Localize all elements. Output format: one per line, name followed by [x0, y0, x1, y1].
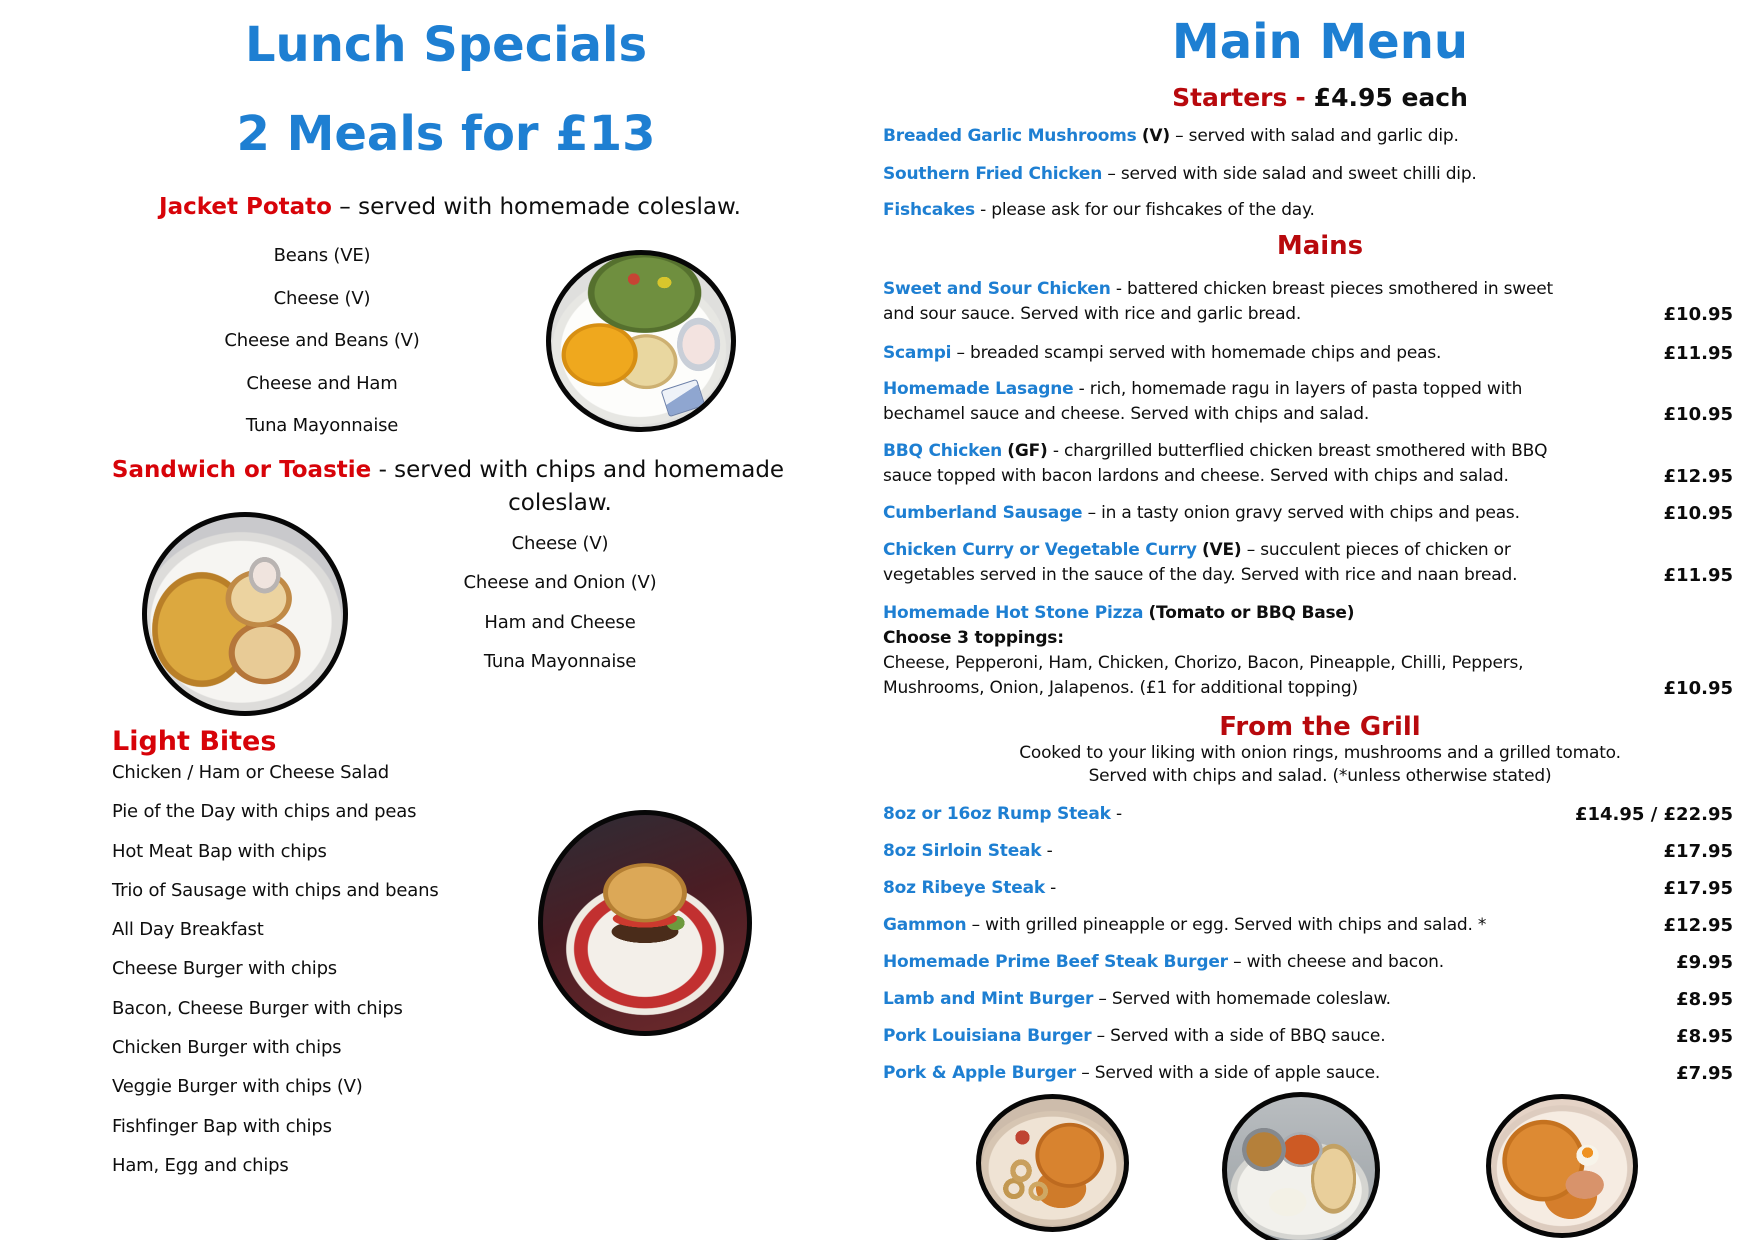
jacket-potato-heading-line	[30, 194, 870, 220]
lunch-specials-offer: 2 Meals for £13	[236, 106, 656, 162]
item-name: Homemade Hot Stone Pizza	[883, 603, 1144, 623]
pizza-toppings: Cheese, Pepperoni, Ham, Chicken, Chorizo, Bacon, Pineapple, Chilli, Peppers,	[883, 653, 1524, 673]
list-item: Hot Meat Bap with chips	[112, 840, 327, 862]
item-desc: – served with salad and garlic dip.	[1175, 126, 1459, 146]
grill-intro-line1: Cooked to your liking with onion rings, mushrooms and a grilled tomato.	[1019, 743, 1621, 763]
item-name: 8oz or 16oz Rump Steak	[883, 804, 1111, 824]
menu-item-starter	[883, 162, 1733, 187]
item-desc: – with cheese and bacon.	[1233, 952, 1444, 972]
menu-item-main	[883, 439, 1733, 489]
butter-packet	[661, 378, 706, 416]
jacket-potato-heading: Jacket Potato	[159, 194, 332, 220]
menu-item-grill	[883, 1024, 1733, 1049]
item-name: Scampi	[883, 343, 952, 363]
item-desc: sauce topped with bacon lardons and cheese. Served with chips and salad.	[883, 466, 1509, 486]
list-item: Cheese (V)	[511, 533, 609, 554]
item-price: £10.95	[1663, 503, 1733, 524]
light-bites-heading: Light Bites	[112, 726, 277, 757]
pizza-base-note: (Tomato or BBQ Base)	[1148, 603, 1355, 623]
pizza-choose-note: Choose 3 toppings:	[883, 628, 1064, 648]
item-desc: -	[1050, 878, 1057, 898]
item-name: Cumberland Sausage	[883, 503, 1083, 523]
item-name: Chicken Curry or Vegetable Curry	[883, 540, 1197, 560]
item-desc: - battered chicken breast pieces smothered in sweet	[1115, 279, 1553, 299]
list-item: Beans (VE)	[273, 245, 371, 266]
list-item: Fishfinger Bap with chips	[112, 1115, 332, 1137]
menu-item-grill	[883, 876, 1733, 901]
starters-heading: Starters	[1172, 83, 1288, 112]
item-price: £14.95 / £22.95	[1574, 804, 1733, 825]
list-item: Cheese (V)	[273, 287, 371, 309]
item-name: Pork & Apple Burger	[883, 1063, 1076, 1083]
item-price: £10.95	[1663, 304, 1733, 325]
item-price: £11.95	[1663, 343, 1733, 364]
list-item: Cheese Burger with chips	[112, 958, 337, 980]
item-price: £12.95	[1663, 915, 1733, 936]
menu-item-grill	[883, 802, 1733, 827]
pizza-toppings: Mushrooms, Onion, Jalapenos. (£1 for additional topping)	[883, 678, 1358, 698]
item-name: Homemade Prime Beef Steak Burger	[883, 952, 1228, 972]
menu-item-grill	[883, 987, 1733, 1012]
menu-item-starter	[883, 124, 1733, 149]
lunch-specials-title: Lunch Specials	[244, 17, 648, 73]
light-bites-list	[112, 753, 572, 1185]
diet-badge: (GF)	[1007, 441, 1048, 461]
item-name: 8oz Ribeye Steak	[883, 878, 1045, 898]
item-desc: bechamel sauce and cheese. Served with chips and salad.	[883, 404, 1370, 424]
jacket-potato-plate-photo	[546, 250, 736, 432]
main-menu-title: Main Menu	[1171, 14, 1469, 70]
list-item: Pie of the Day with chips and peas	[112, 801, 417, 823]
item-price: £17.95	[1663, 841, 1733, 862]
item-desc: -	[1115, 804, 1122, 824]
list-item: Bacon, Cheese Burger with chips	[112, 997, 403, 1019]
diet-badge: (VE)	[1201, 540, 1242, 560]
grill-intro	[890, 742, 1750, 788]
sandwich-heading-line	[28, 457, 868, 483]
list-item: Chicken Burger with chips	[112, 1037, 342, 1059]
burger-photo	[538, 810, 752, 1036]
item-desc: - chargrilled butterflied chicken breast smothered with BBQ	[1052, 441, 1548, 461]
item-desc: – in a tasty onion gravy served with chips and peas.	[1087, 503, 1520, 523]
item-price: £17.95	[1663, 878, 1733, 899]
item-price: £10.95	[1663, 678, 1733, 699]
menu-item-grill	[883, 950, 1733, 975]
item-name: 8oz Sirloin Steak	[883, 841, 1042, 861]
item-name: BBQ Chicken	[883, 441, 1003, 461]
list-item: Cheese and Onion (V)	[463, 572, 657, 594]
item-price: £12.95	[1663, 466, 1733, 487]
item-desc: – succulent pieces of chicken or	[1246, 540, 1511, 560]
list-item: Tuna Mayonnaise	[483, 650, 637, 672]
list-item: Trio of Sausage with chips and beans	[112, 879, 439, 901]
menu-item-main	[883, 501, 1733, 526]
grill-heading: From the Grill	[1219, 712, 1421, 742]
item-desc: – Served with a side of apple sauce.	[1081, 1063, 1381, 1083]
sandwich-heading: Sandwich or Toastie	[111, 457, 372, 483]
item-desc: – Served with homemade coleslaw.	[1098, 989, 1391, 1009]
item-name: Homemade Lasagne	[883, 379, 1074, 399]
sandwich-options	[310, 524, 810, 681]
item-price: £11.95	[1663, 565, 1733, 586]
starters-price-note: £4.95 each	[1313, 83, 1468, 112]
item-price: £9.95	[1676, 952, 1733, 973]
item-price: £8.95	[1676, 1026, 1733, 1047]
item-name: Gammon	[883, 915, 967, 935]
starters-heading-line	[890, 83, 1750, 112]
list-item: Chicken / Ham or Cheese Salad	[112, 762, 390, 783]
item-desc: -	[1046, 841, 1053, 861]
item-price: £8.95	[1676, 989, 1733, 1010]
item-desc: – with grilled pineapple or egg. Served with chips and salad. *	[971, 915, 1487, 935]
list-item: Tuna Mayonnaise	[245, 415, 399, 436]
menu-item-main	[883, 377, 1733, 427]
list-item: Veggie Burger with chips (V)	[112, 1076, 363, 1098]
item-name: Southern Fried Chicken	[883, 164, 1103, 184]
toastie-and-chips-photo	[142, 512, 348, 716]
onion-rings-and-chips-photo	[976, 1094, 1129, 1232]
menu-item-grill	[883, 1061, 1733, 1086]
item-desc: – served with side salad and sweet chilli dip.	[1107, 164, 1477, 184]
sandwich-heading-desc: - served with chips and homemade	[378, 457, 785, 483]
item-price: £10.95	[1663, 404, 1733, 425]
item-desc: – Served with a side of BBQ sauce.	[1096, 1026, 1386, 1046]
menu-item-grill	[883, 913, 1733, 938]
item-name: Pork Louisiana Burger	[883, 1026, 1092, 1046]
item-desc: vegetables served in the sauce of the day. Served with rice and naan bread.	[883, 565, 1518, 585]
list-item: All Day Breakfast	[112, 919, 264, 941]
item-desc: - rich, homemade ragu in layers of pasta topped with	[1078, 379, 1523, 399]
item-name: Breaded Garlic Mushrooms	[883, 126, 1137, 146]
curry-rice-and-naan-photo	[1222, 1092, 1380, 1240]
menu-item-pizza	[883, 601, 1733, 701]
list-item: Ham and Cheese	[484, 611, 636, 633]
menu-item-starter	[883, 198, 1733, 223]
diet-badge: (V)	[1141, 126, 1170, 146]
item-desc: - please ask for our fishcakes of the day.	[980, 200, 1315, 220]
menu-item-main	[883, 538, 1733, 588]
chips-and-fried-egg-photo	[1486, 1094, 1638, 1238]
item-name: Fishcakes	[883, 200, 975, 220]
menu-item-grill	[883, 839, 1733, 864]
list-item: Ham, Egg and chips	[112, 1154, 289, 1176]
item-name: Lamb and Mint Burger	[883, 989, 1094, 1009]
menu-item-main	[883, 341, 1733, 366]
grill-intro-line2: Served with chips and salad. (*unless otherwise stated)	[1088, 766, 1552, 786]
item-desc: – breaded scampi served with homemade chips and peas.	[956, 343, 1442, 363]
starters-separator: -	[1295, 83, 1306, 112]
menu-item-main	[883, 277, 1733, 327]
sandwich-heading-desc-line2: coleslaw.	[508, 490, 612, 516]
list-item: Cheese and Beans (V)	[224, 330, 420, 351]
item-name: Sweet and Sour Chicken	[883, 279, 1111, 299]
jacket-potato-options	[72, 235, 572, 448]
mains-heading: Mains	[1276, 231, 1364, 261]
jacket-potato-heading-desc: – served with homemade coleslaw.	[339, 194, 741, 220]
item-price: £7.95	[1676, 1063, 1733, 1084]
item-desc: and sour sauce. Served with rice and garlic bread.	[883, 304, 1302, 324]
list-item: Cheese and Ham	[246, 372, 398, 394]
